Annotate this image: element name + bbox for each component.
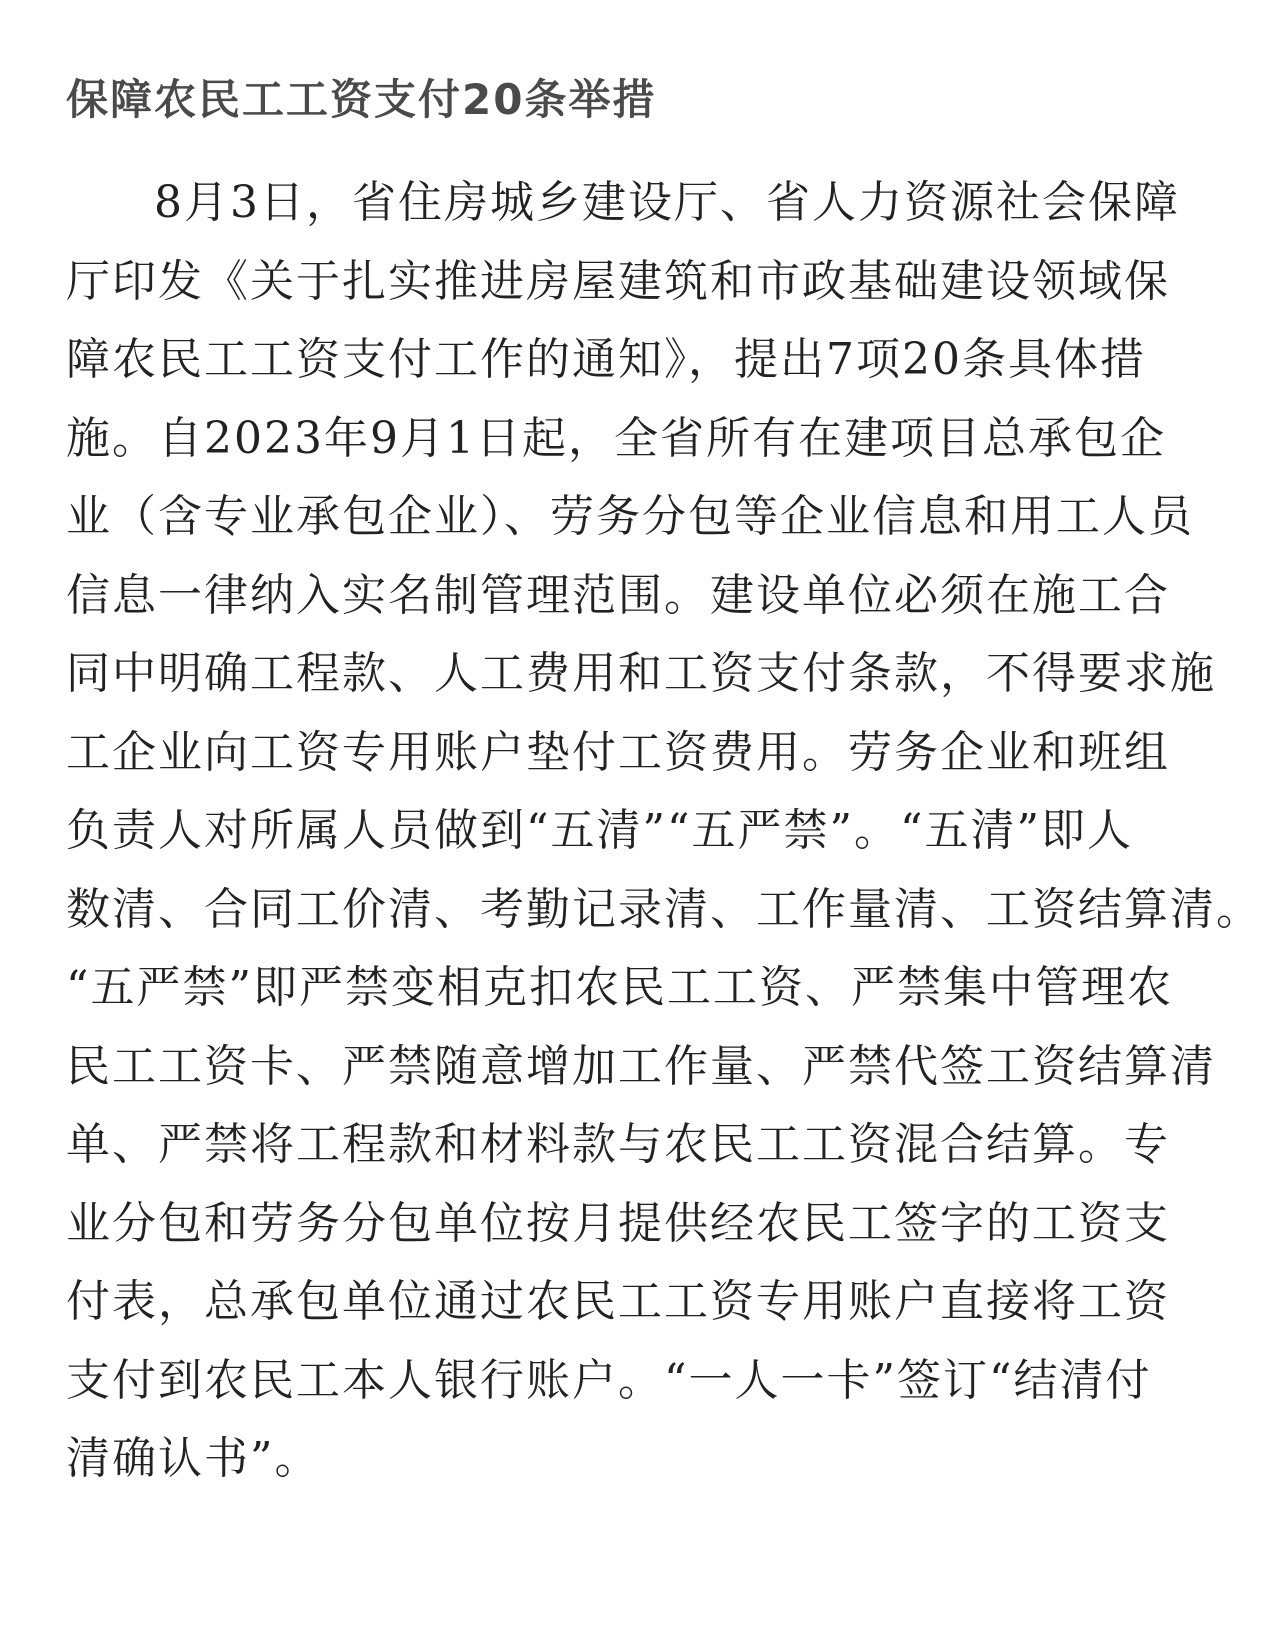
body-line: 业分包和劳务分包单位按月提供经农民工签字的工资支 [66, 1197, 1170, 1249]
body-line: 信息一律纳入实名制管理范围。建设单位必须在施工合 [66, 569, 1170, 621]
body-line: 8月3日，省住房城乡建设厅、省人力资源社会保障 [154, 177, 1180, 228]
body-line: 清确认书”。 [66, 1433, 321, 1484]
body-line: 业（含专业承包企业）、劳务分包等企业信息和用工人员 [66, 491, 1194, 542]
body-line: 数清、合同工价清、考勤记录清、工作量清、工资结算清。 [66, 883, 1262, 935]
body-line: 负责人对所属人员做到“五清”“五严禁”。“五清”即人 [66, 805, 1133, 856]
body-line: 付表，总承包单位通过农民工工资专用账户直接将工资 [66, 1276, 1170, 1327]
body-line: 同中明确工程款、人工费用和工资支付条款，不得要求施 [66, 648, 1216, 699]
article-title: 保障农民工工资支付20条举措 [66, 75, 657, 124]
body-line: 施。自2023年9月1日起，全省所有在建项目总承包企 [66, 412, 1166, 464]
article-body [66, 164, 1262, 1499]
body-line: 单、严禁将工程款和材料款与农民工工资混合结算。专 [66, 1119, 1170, 1170]
body-line: 支付到农民工本人银行账户。“一人一卡”签订“结清付 [66, 1354, 1152, 1406]
body-line: 厅印发《关于扎实推进房屋建筑和市政基础建设领域保 [66, 255, 1170, 307]
body-line: “五严禁”即严禁变相克扣农民工工资、严禁集中管理农 [66, 962, 1173, 1013]
body-line: 障农民工工资支付工作的通知》，提出7项20条具体措 [66, 334, 1146, 385]
body-line: 民工工资卡、严禁随意增加工作量、严禁代签工资结算清 [66, 1040, 1216, 1092]
body-line: 工企业向工资专用账户垫付工资费用。劳务企业和班组 [66, 726, 1170, 778]
